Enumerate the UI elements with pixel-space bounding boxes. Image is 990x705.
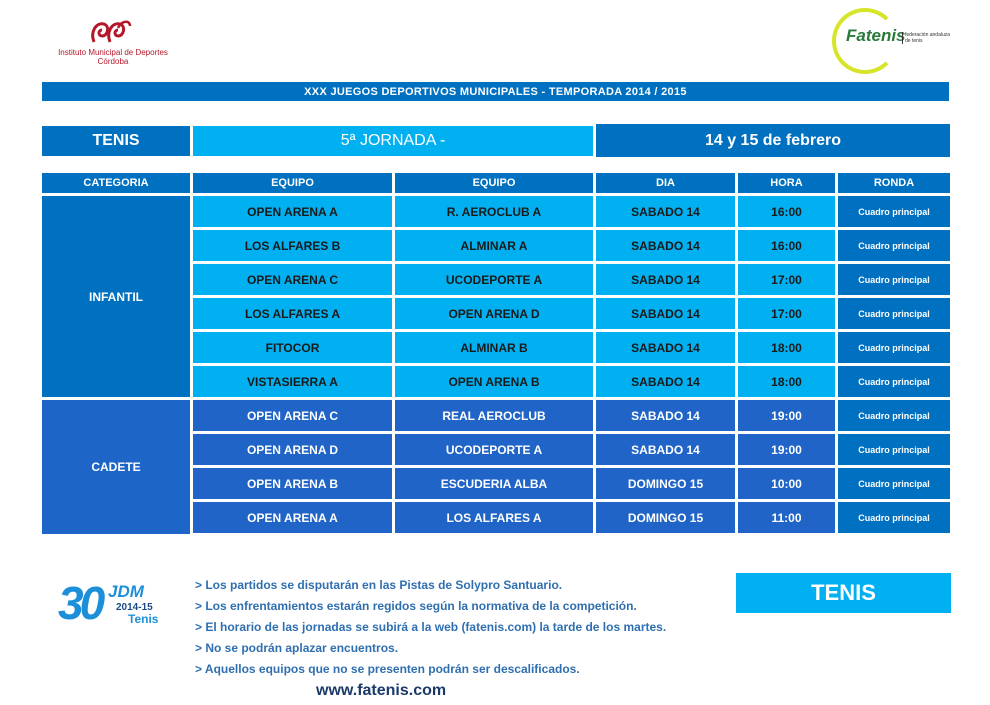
cell-equipo-visitante: R. AEROCLUB A [395, 196, 593, 227]
jdm-title: JDM [108, 582, 144, 601]
cell-ronda: Cuadro principal [838, 264, 950, 295]
cell-equipo-local: FITOCOR [193, 332, 392, 363]
cell-equipo-local: OPEN ARENA A [193, 502, 392, 533]
cell-equipo-local: OPEN ARENA D [193, 434, 392, 465]
jdm-season: 2014-15 [116, 602, 153, 613]
column-header-equipo-2: EQUIPO [395, 173, 593, 193]
cell-equipo-visitante: UCODEPORTE A [395, 264, 593, 295]
cell-ronda: Cuadro principal [838, 230, 950, 261]
cell-ronda: Cuadro principal [838, 400, 950, 431]
column-header-categoria: CATEGORIA [42, 173, 190, 193]
cell-dia: SABADO 14 [596, 196, 735, 227]
sport-box: TENIS [736, 573, 951, 613]
column-header-hora: HORA [738, 173, 835, 193]
cell-equipo-visitante: LOS ALFARES A [395, 502, 593, 533]
cell-ronda: Cuadro principal [838, 196, 950, 227]
cell-equipo-local: VISTASIERRA A [193, 366, 392, 397]
cell-dia: SABADO 14 [596, 434, 735, 465]
cell-equipo-local: OPEN ARENA B [193, 468, 392, 499]
imd-logo-line2: Córdoba [97, 57, 129, 66]
note-item: > El horario de las jornadas se subirá a la web (fatenis.com) la tarde de los martes. [195, 620, 667, 634]
fatenis-logo [830, 6, 950, 78]
cell-equipo-visitante: OPEN ARENA B [395, 366, 593, 397]
cell-equipo-local: LOS ALFARES B [193, 230, 392, 261]
cell-dia: SABADO 14 [596, 264, 735, 295]
header-sport: TENIS [42, 126, 190, 156]
header-jornada: 5ª JORNADA - [193, 126, 593, 156]
imd-cordoba-logo [48, 18, 178, 68]
cell-equipo-visitante: ALMINAR A [395, 230, 593, 261]
page-title: XXX JUEGOS DEPORTIVOS MUNICIPALES - TEMPORADA 2014 / 2015 [42, 82, 949, 101]
cell-dia: DOMINGO 15 [596, 468, 735, 499]
note-item: > No se podrán aplazar encuentros. [195, 641, 399, 655]
column-header-dia: DIA [596, 173, 735, 193]
cell-dia: SABADO 14 [596, 400, 735, 431]
cell-dia: SABADO 14 [596, 298, 735, 329]
cell-hora: 18:00 [738, 332, 835, 363]
notes-list [195, 575, 725, 680]
cell-hora: 16:00 [738, 196, 835, 227]
cell-equipo-visitante: ALMINAR B [395, 332, 593, 363]
note-item: > Los enfrentamientos estarán regidos según la normativa de la competición. [195, 599, 637, 613]
cell-hora: 11:00 [738, 502, 835, 533]
jdm-number: 30 [58, 577, 102, 629]
cell-hora: 19:00 [738, 400, 835, 431]
cell-ronda: Cuadro principal [838, 332, 950, 363]
column-header-equipo-1: EQUIPO [193, 173, 392, 193]
cell-hora: 18:00 [738, 366, 835, 397]
cell-equipo-visitante: UCODEPORTE A [395, 434, 593, 465]
category-infantil: INFANTIL [42, 196, 190, 397]
cell-ronda: Cuadro principal [838, 502, 950, 533]
cell-ronda: Cuadro principal [838, 468, 950, 499]
cell-hora: 17:00 [738, 298, 835, 329]
cell-equipo-local: OPEN ARENA A [193, 196, 392, 227]
cell-equipo-visitante: ESCUDERIA ALBA [395, 468, 593, 499]
column-header-ronda: RONDA [838, 173, 950, 193]
cell-hora: 16:00 [738, 230, 835, 261]
cell-equipo-visitante: REAL AEROCLUB [395, 400, 593, 431]
cell-hora: 10:00 [738, 468, 835, 499]
header-fecha: 14 y 15 de febrero [596, 124, 950, 157]
cell-hora: 19:00 [738, 434, 835, 465]
note-item: > Aquellos equipos que no se presenten podrán ser descalificados. [195, 662, 580, 676]
cell-equipo-local: OPEN ARENA C [193, 264, 392, 295]
website-link[interactable]: www.fatenis.com [316, 682, 447, 699]
category-cadete: CADETE [42, 400, 190, 534]
jdm-logo [58, 578, 178, 630]
jdm-sport: Tenis [128, 612, 159, 626]
cell-hora: 17:00 [738, 264, 835, 295]
cell-dia: DOMINGO 15 [596, 502, 735, 533]
imd-logo-line1: Instituto Municipal de Deportes [58, 48, 168, 57]
cell-dia: SABADO 14 [596, 332, 735, 363]
cell-dia: SABADO 14 [596, 230, 735, 261]
imd-emblem-icon [88, 18, 132, 48]
cell-equipo-local: OPEN ARENA C [193, 400, 392, 431]
cell-equipo-local: LOS ALFARES A [193, 298, 392, 329]
cell-ronda: Cuadro principal [838, 434, 950, 465]
cell-ronda: Cuadro principal [838, 366, 950, 397]
cell-equipo-visitante: OPEN ARENA D [395, 298, 593, 329]
cell-dia: SABADO 14 [596, 366, 735, 397]
fatenis-brand: Fatenis [846, 26, 906, 45]
note-item: > Los partidos se disputarán en las Pistas de Solypro Santuario. [195, 578, 563, 592]
cell-ronda: Cuadro principal [838, 298, 950, 329]
fatenis-subtitle: federación andaluza de tenis [902, 32, 951, 44]
